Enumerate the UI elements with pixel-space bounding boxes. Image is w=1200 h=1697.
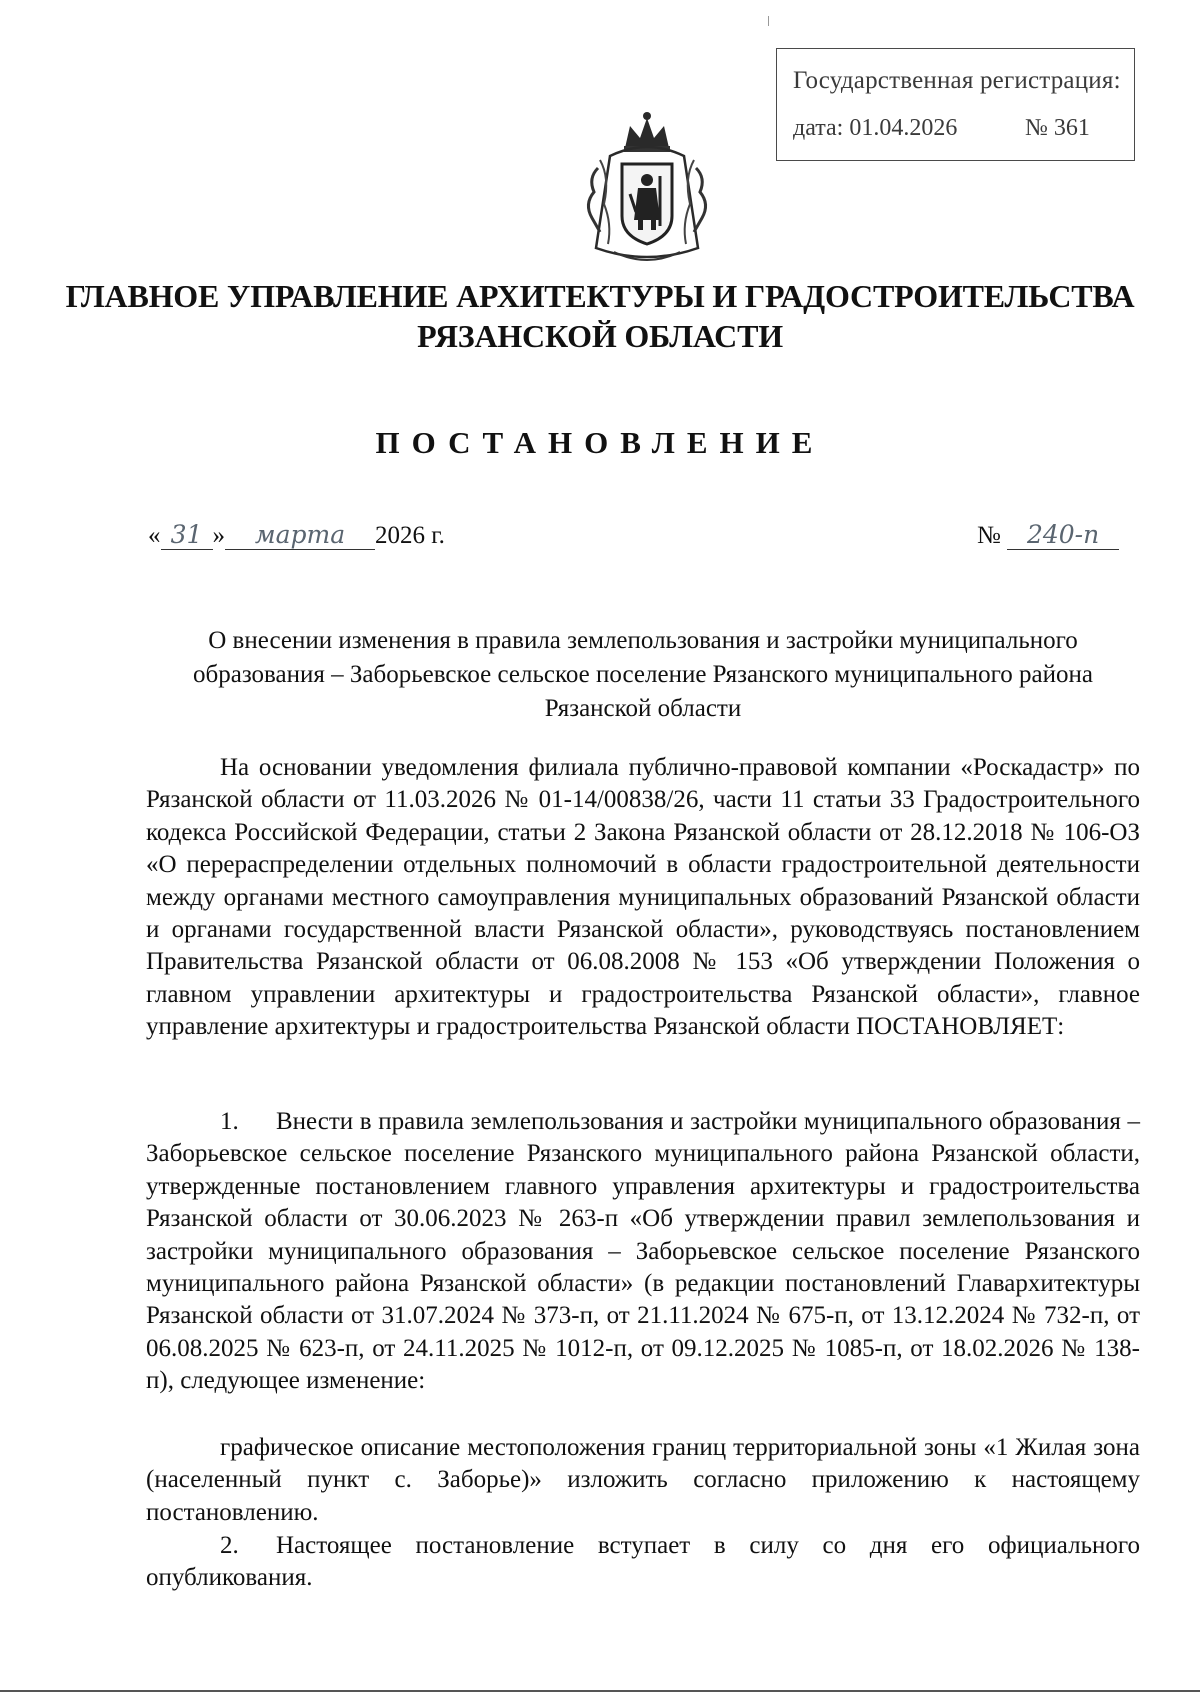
document-type-heading: ПОСТАНОВЛЕНИЕ xyxy=(375,425,825,460)
item-2-paragraph xyxy=(146,1530,1140,1595)
registration-number: № 361 xyxy=(1025,115,1090,141)
number-value: 240-п xyxy=(1007,520,1119,550)
scan-mark xyxy=(768,16,769,26)
date-month: марта xyxy=(225,520,375,550)
date-close-quote: » xyxy=(212,522,225,549)
registration-date: дата: 01.04.2026 xyxy=(793,115,958,141)
date-open-quote: « xyxy=(148,522,161,549)
registration-title: Государственная регистрация: xyxy=(793,67,1121,94)
document-number xyxy=(977,520,1119,550)
registration-stamp xyxy=(776,48,1135,161)
item-1-subparagraph: графическое описание местоположения границ территориальной зоны «1 Жилая зона (населенный пункт с. Заборье)» изложить согласно приложению к настоящему постановлению. xyxy=(146,1434,1140,1526)
preamble-paragraph: На основании уведомления филиала публично-правовой компании «Роскадастр» по Рязанской области от 11.03.2026 № 01-14/00838/26, части 11 статьи 33 Градостроительного кодекса Российской Федерации, статьи 2 Закона Рязанской области от 28.12.2018 № 106-ОЗ «О перераспределении отдельных полномочий в области градостроительной деятельности между органами местного самоуправления муниципальных образований Рязанской области и органами государственной власти Рязанской области», руководствуясь постановлением Правительства Рязанской области от 06.08.2008 № 153 «Об утверждении Положения о главном управлении архитектуры и градостроительства Рязанской области», главное управление архитектуры и градостроительства Рязанской области ПОСТАНОВЛЯЕТ: xyxy=(146,754,1140,1041)
page-bottom-edge xyxy=(0,1690,1200,1692)
document-subject: О внесении изменения в правила землепользования и застройки муниципального образования – Заборьевское сельское поселение Рязанского муниципального района Рязанской области xyxy=(193,627,1093,722)
date-day: 31 xyxy=(161,520,213,550)
organization-name-line1: ГЛАВНОЕ УПРАВЛЕНИЕ АРХИТЕКТУРЫ И ГРАДОСТРОИТЕЛЬСТВА xyxy=(65,278,1135,314)
item-1-number: 1. xyxy=(220,1108,239,1135)
item-1-text: Внести в правила землепользования и застройки муниципального образования – Заборьевское сельское поселение Рязанского муниципального района Рязанской области, утвержденные постановлением главного управления архитектуры и градостроительства Рязанской области от 30.06.2023 № 263-п «Об утверждении правил землепользования и застройки муниципального образования – Заборьевское сельское поселение Рязанского муниципального района Рязанской области» (в редакции постановлений Главархитектуры Рязанской области от 31.07.2024 № 373-п, от 21.11.2024 № 675-п, от 13.12.2024 № 732-п, от 06.08.2025 № 623-п, от 24.11.2025 № 1012-п, от 09.12.2025 № 1085-п, от 18.02.2026 № 138-п), следующее изменение: xyxy=(146,1108,1140,1395)
item-2-text: Настоящее постановление вступает в силу со дня его официального опубликования. xyxy=(146,1532,1140,1592)
item-2-number: 2. xyxy=(220,1532,239,1559)
number-prefix: № xyxy=(977,522,1001,549)
item-1-paragraph xyxy=(146,1106,1140,1398)
organization-name-line2: РЯЗАНСКОЙ ОБЛАСТИ xyxy=(417,318,783,354)
ryazan-coat-of-arms-icon xyxy=(580,108,715,273)
document-date xyxy=(148,520,445,550)
date-year: 2026 г. xyxy=(375,522,445,549)
